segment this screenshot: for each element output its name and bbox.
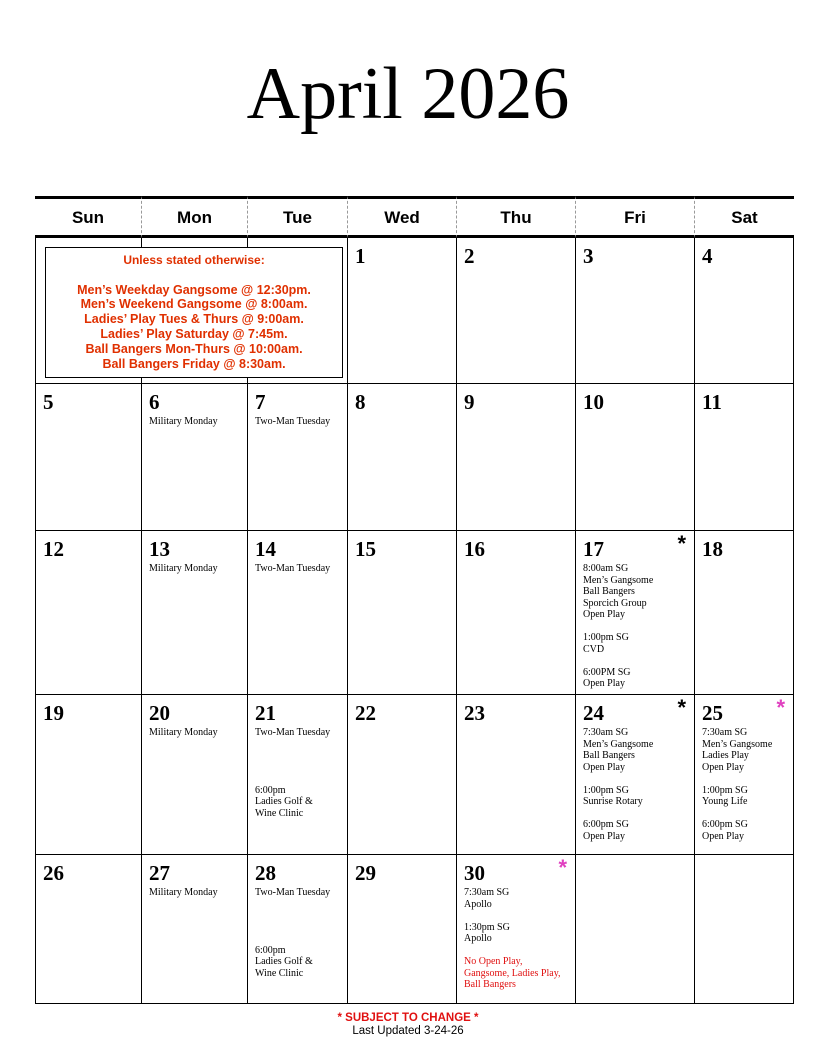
event-line: 6:00pm SG	[702, 819, 748, 830]
day-cell	[247, 384, 347, 531]
weekday-header: Tue	[247, 196, 347, 238]
event-line: Military Monday	[149, 416, 218, 427]
day-events	[255, 563, 345, 575]
day-events	[255, 887, 345, 979]
day-number: 4	[702, 244, 713, 268]
day-number: 18	[702, 537, 723, 561]
weekday-header: Sat	[694, 196, 794, 238]
note-line: Men’s Weekday Gangsome @ 12:30pm.	[77, 282, 311, 297]
day-number: 21	[255, 701, 276, 725]
day-number: 3	[583, 244, 594, 268]
event-line: 8:00am SG	[583, 563, 629, 574]
event-line: Open Play	[583, 609, 625, 620]
day-number: 22	[355, 701, 376, 725]
event-line: Young Life	[702, 796, 748, 807]
day-number: 9	[464, 390, 475, 414]
day-number: 26	[43, 861, 64, 885]
note-line: Ball Bangers Friday @ 8:30am.	[102, 356, 286, 371]
note-line: Men’s Weekend Gangsome @ 8:00am.	[80, 297, 308, 312]
weekday-header: Fri	[575, 196, 694, 238]
event-line: Ball Bangers	[583, 586, 635, 597]
event-line: 1:00pm SG	[583, 784, 629, 796]
day-number: 27	[149, 861, 170, 885]
event-line: Open Play	[583, 830, 625, 842]
day-number: 20	[149, 701, 170, 725]
day-cell	[575, 695, 694, 855]
day-events	[149, 563, 245, 575]
footer	[0, 1012, 816, 1038]
weekday-header: Sun	[35, 196, 141, 238]
event-line: 6:00pm SG	[583, 819, 629, 830]
event-line: 1:30pm SG	[464, 921, 510, 933]
day-number: 19	[43, 701, 64, 725]
event-line: 6:00pm	[255, 944, 286, 956]
day-number: 7	[255, 390, 266, 414]
day-cell	[247, 855, 347, 1004]
event-line: Open Play	[583, 761, 625, 773]
day-cell	[141, 384, 247, 531]
day-events	[255, 416, 345, 428]
event-line: Ladies Golf &	[255, 796, 313, 807]
subject-to-change: * SUBJECT TO CHANGE *	[337, 1012, 479, 1024]
day-events	[149, 727, 245, 739]
event-line: Gangsome, Ladies Play,	[464, 967, 561, 979]
day-events	[149, 887, 245, 899]
weekday-header: Mon	[141, 196, 247, 238]
event-line: 1:00pm SG	[702, 784, 748, 796]
weekday-header: Thu	[456, 196, 575, 238]
star-marker: *	[677, 531, 686, 556]
event-line: Wine Clinic	[255, 807, 304, 819]
day-events	[149, 416, 245, 428]
event-line: Men’s Gangsome	[702, 738, 773, 750]
day-events	[583, 727, 692, 842]
day-cell	[456, 695, 575, 855]
day-cell	[694, 384, 794, 531]
day-cell	[35, 531, 141, 695]
day-events	[464, 887, 573, 991]
day-number: 10	[583, 390, 604, 414]
day-events	[702, 727, 791, 842]
note-line: Ladies’ Play Saturday @ 7:45m.	[100, 326, 288, 341]
weekday-header: Wed	[347, 196, 456, 238]
event-line: 7:30am SG	[702, 727, 748, 738]
day-number: 14	[255, 537, 276, 561]
event-line: 6:00pm	[255, 784, 286, 796]
day-number: 15	[355, 537, 376, 561]
event-line: 1:00pm SG	[583, 632, 629, 643]
day-events	[255, 727, 345, 819]
day-cell	[35, 695, 141, 855]
star-marker: *	[776, 695, 785, 720]
day-number: 6	[149, 390, 160, 414]
note-line: Ladies’ Play Tues & Thurs @ 9:00am.	[84, 312, 304, 327]
day-number: 2	[464, 244, 475, 268]
day-cell	[141, 531, 247, 695]
event-line: Sporcich Group	[583, 597, 647, 609]
event-line: Two-Man Tuesday	[255, 563, 331, 574]
day-cell	[575, 855, 694, 1004]
star-marker: *	[558, 855, 567, 880]
default-schedule-note	[45, 247, 343, 378]
day-number: 25	[702, 701, 723, 725]
day-cell	[347, 238, 456, 384]
day-number: 11	[702, 390, 722, 414]
event-line: Open Play	[702, 830, 744, 842]
day-cell	[575, 238, 694, 384]
day-cell	[694, 238, 794, 384]
note-line: Ball Bangers Mon-Thurs @ 10:00am.	[85, 341, 303, 356]
day-cell	[694, 855, 794, 1004]
day-cell	[141, 855, 247, 1004]
day-number: 23	[464, 701, 485, 725]
event-line: Open Play	[702, 761, 744, 773]
event-line: Apollo	[464, 898, 492, 910]
day-cell	[694, 531, 794, 695]
event-line: Men’s Gangsome	[583, 574, 654, 586]
event-line: Military Monday	[149, 887, 218, 898]
day-cell	[347, 531, 456, 695]
day-number: 30	[464, 861, 485, 885]
event-line: Two-Man Tuesday	[255, 887, 331, 898]
event-line: Apollo	[464, 933, 492, 944]
day-cell	[347, 695, 456, 855]
event-line: Wine Clinic	[255, 967, 304, 979]
day-number: 13	[149, 537, 170, 561]
day-events	[583, 563, 692, 690]
event-line: CVD	[583, 643, 605, 655]
day-cell	[35, 384, 141, 531]
day-number: 17	[583, 537, 604, 561]
day-cell	[456, 531, 575, 695]
event-line: No Open Play,	[464, 956, 523, 967]
day-cell	[456, 855, 575, 1004]
day-cell	[347, 855, 456, 1004]
day-number: 12	[43, 537, 64, 561]
day-cell	[35, 855, 141, 1004]
event-line: Open Play	[583, 678, 625, 689]
day-number: 5	[43, 390, 54, 414]
event-line: Two-Man Tuesday	[255, 416, 331, 427]
event-line: 7:30am SG	[583, 727, 629, 738]
event-line: Ladies Golf &	[255, 956, 313, 967]
event-line: Two-Man Tuesday	[255, 727, 331, 738]
day-cell	[694, 695, 794, 855]
star-marker: *	[677, 695, 686, 720]
day-number: 28	[255, 861, 276, 885]
day-cell	[456, 238, 575, 384]
day-cell	[575, 384, 694, 531]
day-cell	[347, 384, 456, 531]
note-heading: Unless stated otherwise:	[123, 253, 265, 267]
day-number: 8	[355, 390, 366, 414]
event-line: Military Monday	[149, 563, 218, 574]
event-line: 7:30am SG	[464, 887, 510, 898]
event-line: Sunrise Rotary	[583, 796, 643, 807]
day-number: 16	[464, 537, 485, 561]
event-line: Men’s Gangsome	[583, 738, 654, 750]
day-cell	[575, 531, 694, 695]
event-line: Ladies Play	[702, 750, 749, 761]
day-cell	[247, 695, 347, 855]
day-cell	[141, 695, 247, 855]
last-updated: Last Updated 3-24-26	[352, 1025, 464, 1037]
page-title: April 2026	[246, 53, 570, 135]
day-cell	[456, 384, 575, 531]
day-number: 29	[355, 861, 376, 885]
event-line: 6:00PM SG	[583, 666, 631, 678]
event-line: Ball Bangers	[464, 979, 516, 990]
day-number: 1	[355, 244, 366, 268]
event-line: Ball Bangers	[583, 750, 635, 761]
day-number: 24	[583, 701, 604, 725]
day-cell	[247, 531, 347, 695]
event-line: Military Monday	[149, 727, 218, 738]
